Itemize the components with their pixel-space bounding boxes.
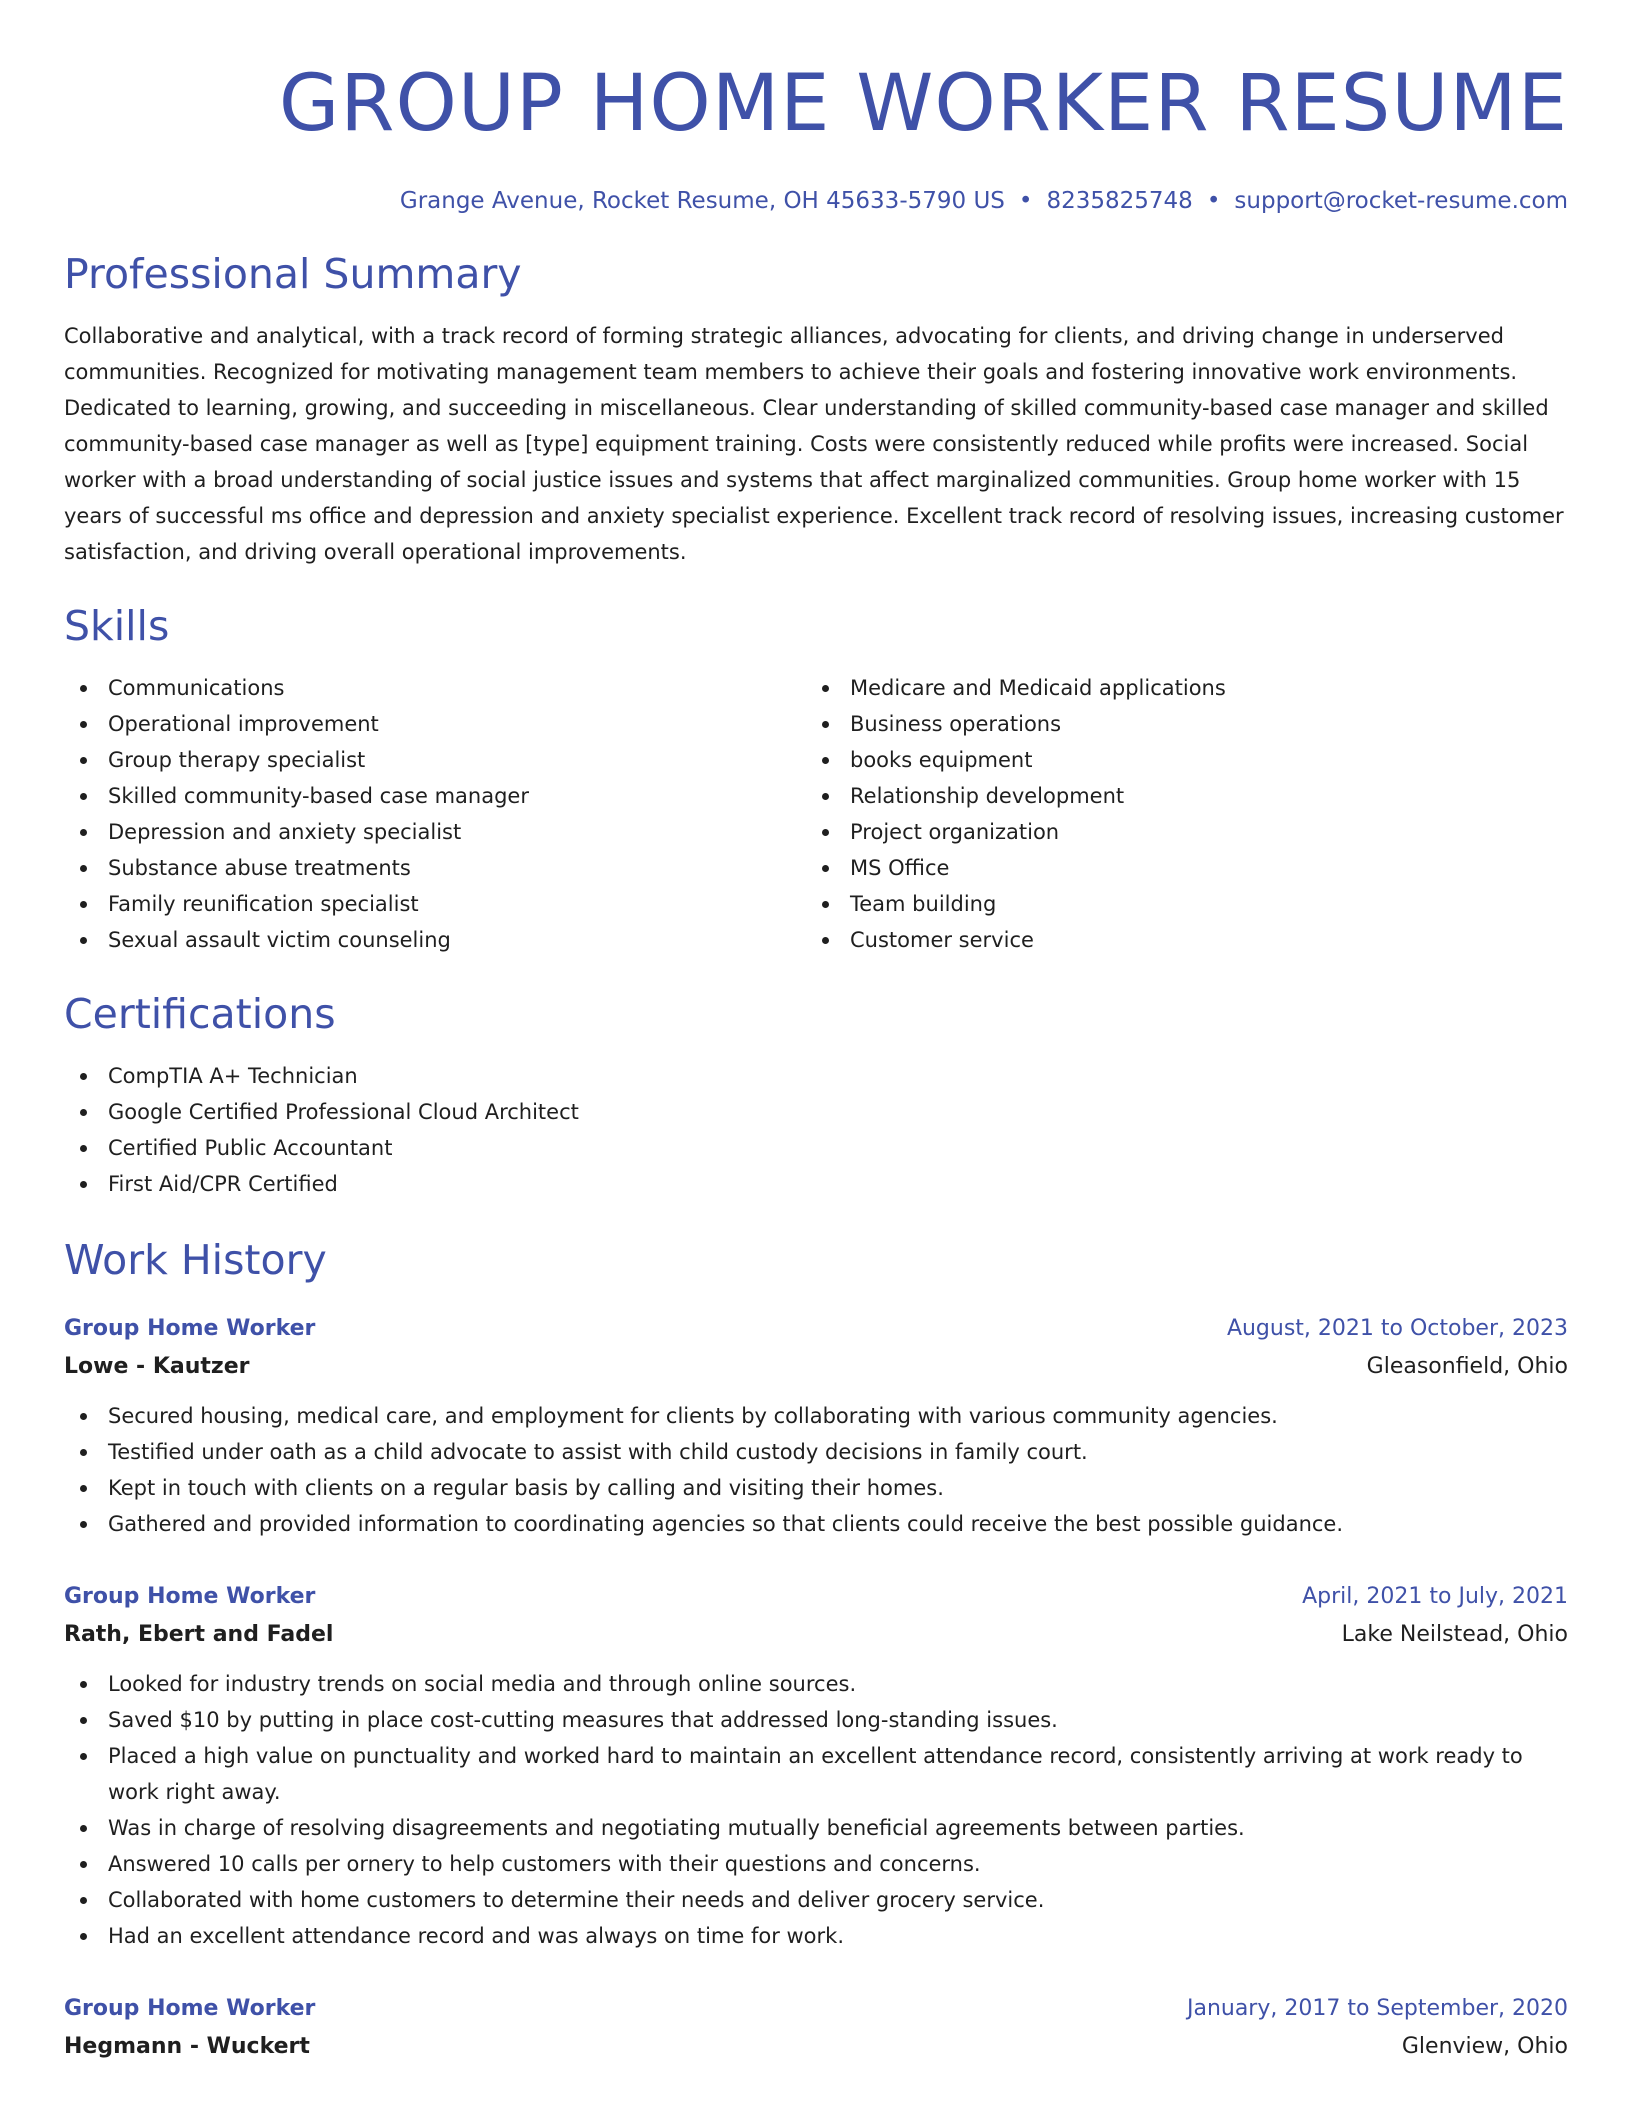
certification-item: First Aid/CPR Certified: [64, 1166, 1568, 1202]
job-company-row: [64, 1348, 1568, 1386]
skills-grid: [64, 670, 1568, 958]
certifications-list: [64, 1058, 1568, 1202]
job-dates: April, 2021 to July, 2021: [1302, 1584, 1568, 1609]
work-history-heading: Work History: [64, 1236, 327, 1284]
contact-line: [64, 186, 1568, 216]
job-company: Lowe - Kautzer: [64, 1354, 250, 1379]
skill-item: Medicare and Medicaid applications: [806, 670, 1548, 706]
job-bullet: Secured housing, medical care, and employment for clients by collaborating with various community agencies.: [64, 1398, 1568, 1434]
skill-item: books equipment: [806, 742, 1548, 778]
skills-list-right: [806, 670, 1548, 958]
job-location: Lake Neilstead, Ohio: [1341, 1622, 1568, 1647]
resume-page: [64, 0, 1568, 2066]
summary-text: Collaborative and analytical, with a track record of forming strategic alliances, advocating for clients, and driving change in underserved communities. Recognized for motivating management team members to achieve their goals and fostering innovative work environments. Dedicated to learning, growing, and succeeding in miscellaneous. Clear understanding of skilled community-based case manager and skilled community-based case manager as well as [type] equipment training. Costs were consistently reduced while profits were increased. Social worker with a broad understanding of social justice issues and systems that affect marginalized communities. Group home worker with 15 years of successful ms office and depression and anxiety specialist experience. Excellent track record of resolving issues, increasing customer satisfaction, and driving overall operational improvements.: [64, 324, 1564, 564]
skills-heading: Skills: [64, 602, 170, 650]
job-bullet: Looked for industry trends on social media and through online sources.: [64, 1666, 1568, 1702]
certifications-heading: Certifications: [64, 990, 336, 1038]
skill-item: Business operations: [806, 706, 1548, 742]
skill-item: Communications: [64, 670, 806, 706]
job-entry: [64, 1990, 1568, 2066]
job-entry: [64, 1310, 1568, 1542]
job-bullet: Answered 10 calls per ornery to help customers with their questions and concerns.: [64, 1846, 1568, 1882]
job-company: Hegmann - Wuckert: [64, 2034, 310, 2059]
job-title: Group Home Worker: [64, 1584, 316, 1609]
job-location: Glenview, Ohio: [1401, 2034, 1568, 2059]
skill-item: Sexual assault victim counseling: [64, 922, 806, 958]
job-header-row: [64, 1310, 1568, 1348]
job-bullet: Saved $10 by putting in place cost-cutting measures that addressed long-standing issues.: [64, 1702, 1568, 1738]
contact-address: Grange Avenue, Rocket Resume, OH 45633-5790 US: [399, 188, 1005, 214]
contact-email[interactable]: support@rocket-resume.com: [1234, 188, 1568, 214]
job-dates: August, 2021 to October, 2023: [1226, 1316, 1568, 1341]
job-bullet: Placed a high value on punctuality and worked hard to maintain an excellent attendance record, consistently arriving at work ready to work right away.: [64, 1738, 1568, 1810]
contact-separator: •: [1206, 188, 1221, 214]
summary-heading: Professional Summary: [64, 250, 522, 298]
job-company-row: [64, 2028, 1568, 2066]
job-bullet: Was in charge of resolving disagreements and negotiating mutually beneficial agreements between parties.: [64, 1810, 1568, 1846]
job-location: Gleasonfield, Ohio: [1366, 1354, 1568, 1379]
job-company: Rath, Ebert and Fadel: [64, 1622, 334, 1647]
skill-item: Skilled community-based case manager: [64, 778, 806, 814]
job-bullet: Had an excellent attendance record and was always on time for work.: [64, 1918, 1568, 1954]
contact-phone: 8235825748: [1046, 188, 1193, 214]
job-bullet: Gathered and provided information to coordinating agencies so that clients could receive the best possible guidance.: [64, 1506, 1568, 1542]
job-bullet: Testified under oath as a child advocate to assist with child custody decisions in family court.: [64, 1434, 1568, 1470]
certification-item: Google Certified Professional Cloud Architect: [64, 1094, 1568, 1130]
skill-item: Operational improvement: [64, 706, 806, 742]
skill-item: MS Office: [806, 850, 1548, 886]
job-header-row: [64, 1578, 1568, 1616]
job-dates: January, 2017 to September, 2020: [1186, 1996, 1568, 2021]
contact-separator: •: [1018, 188, 1033, 214]
skill-item: Substance abuse treatments: [64, 850, 806, 886]
job-bullets: [64, 1398, 1568, 1542]
job-entry: [64, 1578, 1568, 1954]
job-bullets: [64, 1666, 1568, 1954]
skill-item: Team building: [806, 886, 1548, 922]
skill-item: Relationship development: [806, 778, 1548, 814]
job-bullet: Kept in touch with clients on a regular basis by calling and visiting their homes.: [64, 1470, 1568, 1506]
skill-item: Group therapy specialist: [64, 742, 806, 778]
skill-item: Customer service: [806, 922, 1548, 958]
resume-title: GROUP HOME WORKER RESUME: [278, 59, 1568, 149]
certification-item: CompTIA A+ Technician: [64, 1058, 1568, 1094]
job-title: Group Home Worker: [64, 1316, 316, 1341]
skill-item: Project organization: [806, 814, 1548, 850]
job-bullet: Collaborated with home customers to determine their needs and deliver grocery service.: [64, 1882, 1568, 1918]
job-header-row: [64, 1990, 1568, 2028]
job-company-row: [64, 1616, 1568, 1654]
skill-item: Depression and anxiety specialist: [64, 814, 806, 850]
certification-item: Certified Public Accountant: [64, 1130, 1568, 1166]
skill-item: Family reunification specialist: [64, 886, 806, 922]
job-title: Group Home Worker: [64, 1996, 316, 2021]
skills-list-left: [64, 670, 806, 958]
